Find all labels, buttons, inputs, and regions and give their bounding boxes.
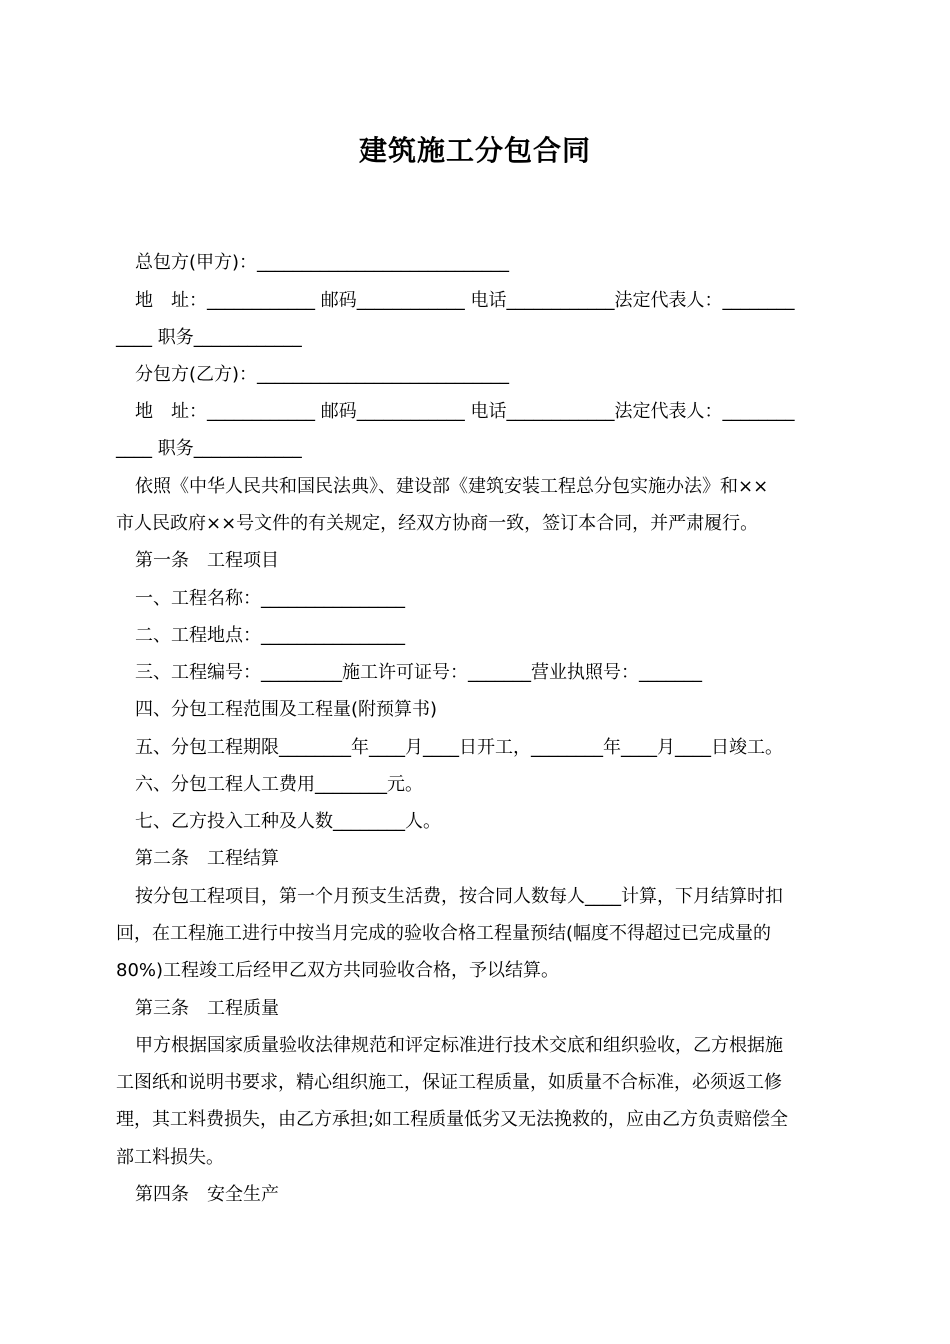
preamble-line-2: 市人民政府××号文件的有关规定，经双方协商一致，签订本合同，并严肃履行。 — [116, 513, 759, 534]
article-1-heading: 第一条 工程项目 — [135, 550, 279, 571]
settlement-line-3: 80%)工程竣工后经甲乙双方共同验收合格，予以结算。 — [116, 960, 560, 981]
subcontractor-address-line: 地 址：____________ 邮码____________ 电话____________法定代表人：________ — [135, 401, 795, 422]
subcontractor-position-line: ____ 职务____________ — [116, 438, 302, 459]
article-4-heading: 第四条 安全生产 — [135, 1184, 279, 1205]
scope-line: 四、分包工程范围及工程量(附预算书) — [135, 699, 438, 720]
general-contractor-position-line: ____ 职务____________ — [116, 327, 302, 348]
period-line: 五、分包工程期限________年____月____日开工，________年____月____日竣工。 — [135, 737, 783, 758]
article-3-heading: 第三条 工程质量 — [135, 998, 279, 1019]
project-number-line: 三、工程编号：_________施工许可证号：_______营业执照号：_______ — [135, 662, 702, 683]
settlement-line-2: 回，在工程施工进行中按当月完成的验收合格工程量预结(幅度不得超过已完成量的 — [116, 923, 772, 944]
quality-line-2: 工图纸和说明书要求，精心组织施工，保证工程质量，如质量不合标准，必须返工修 — [116, 1072, 782, 1093]
article-2-heading: 第二条 工程结算 — [135, 848, 279, 869]
project-name-line: 一、工程名称：________________ — [135, 588, 405, 609]
labor-cost-line: 六、分包工程人工费用________元。 — [135, 774, 423, 795]
general-contractor-address-line: 地 址：____________ 邮码____________ 电话____________法定代表人：________ — [135, 290, 795, 311]
document-title: 建筑施工分包合同 — [358, 134, 591, 167]
subcontractor-line: 分包方(乙方)：____________________________ — [135, 364, 510, 385]
settlement-line-1: 按分包工程项目，第一个月预支生活费，按合同人数每人____计算，下月结算时扣 — [135, 886, 783, 907]
preamble-line-1: 依照《中华人民共和国民法典》、建设部《建筑安装工程总分包实施办法》和×× — [135, 476, 769, 497]
workforce-line: 七、乙方投入工种及人数________人。 — [135, 811, 441, 832]
general-contractor-line: 总包方(甲方)：____________________________ — [135, 252, 510, 273]
quality-line-1: 甲方根据国家质量验收法律规范和评定标准进行技术交底和组织验收，乙方根据施 — [135, 1035, 783, 1056]
quality-line-4: 部工料损失。 — [116, 1147, 224, 1168]
quality-line-3: 理，其工料费损失，由乙方承担;如工程质量低劣又无法挽救的，应由乙方负责赔偿全 — [116, 1109, 789, 1130]
project-location-line: 二、工程地点：________________ — [135, 625, 405, 646]
